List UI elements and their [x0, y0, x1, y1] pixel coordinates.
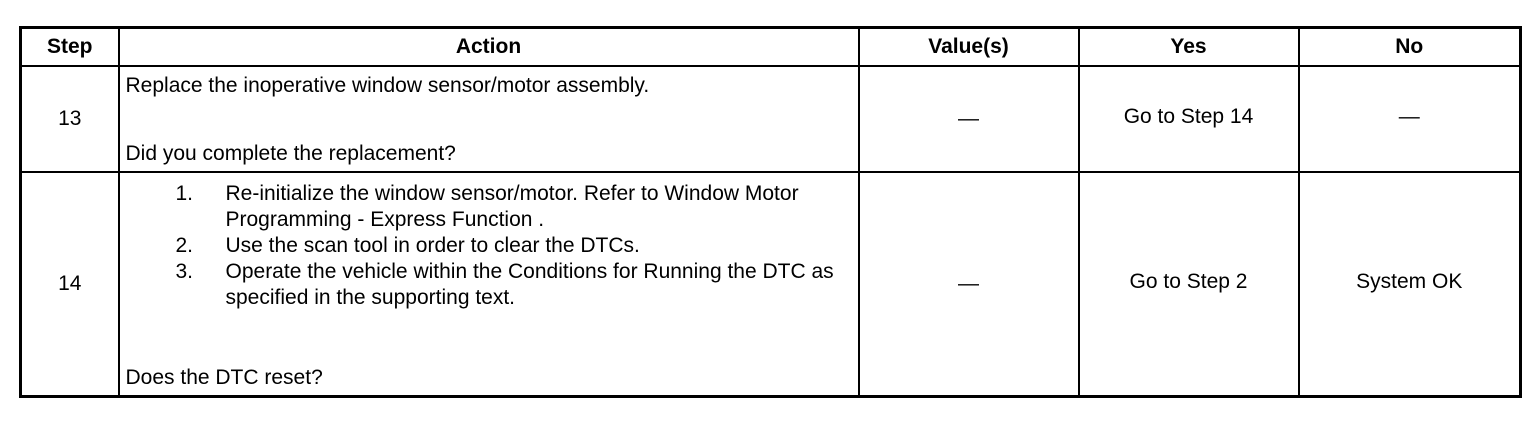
procedure-list: [120, 181, 850, 311]
yes-result: Go to Step 14: [1123, 105, 1254, 128]
header-yes: Yes: [1079, 28, 1299, 67]
list-item-number: 2.: [175, 234, 194, 257]
action-question: Does the DTC reset?: [125, 366, 323, 389]
yes-cell: [1079, 172, 1299, 397]
header-action: Action: [119, 28, 859, 67]
no-cell: [1299, 66, 1521, 172]
list-item: [120, 181, 836, 233]
header-values: Value(s): [859, 28, 1079, 67]
step-number: 14: [21, 172, 119, 397]
value-cell: —: [859, 172, 1079, 397]
list-item-text: Use the scan tool in order to clear the DTCs.: [225, 234, 640, 257]
list-item: [120, 233, 836, 259]
list-item: [120, 259, 836, 311]
value-cell: —: [859, 66, 1079, 172]
header-step: Step: [21, 28, 119, 67]
action-cell: [119, 66, 859, 172]
action-question: Did you complete the replacement?: [125, 142, 456, 165]
list-item-text: Re-initialize the window sensor/motor. Refer to Window Motor Programming - Express Function .: [225, 182, 799, 231]
action-text: Replace the inoperative window sensor/motor assembly.: [125, 74, 650, 97]
table-row: [21, 66, 1521, 172]
no-cell: [1299, 172, 1521, 397]
table-row: [21, 172, 1521, 397]
list-item-text: Operate the vehicle within the Conditions for Running the DTC as specified in the supporting text.: [225, 260, 834, 309]
yes-cell: [1079, 66, 1299, 172]
list-item-number: 3.: [175, 260, 194, 283]
list-item-number: 1.: [175, 182, 194, 205]
step-number: 13: [21, 66, 119, 172]
header-no: No: [1299, 28, 1521, 67]
header-row: [21, 28, 1521, 67]
no-result: System OK: [1356, 270, 1463, 293]
diagnostic-table: [19, 26, 1522, 398]
no-result: —: [1398, 105, 1420, 128]
yes-result: Go to Step 2: [1129, 270, 1248, 293]
action-cell: [119, 172, 859, 397]
